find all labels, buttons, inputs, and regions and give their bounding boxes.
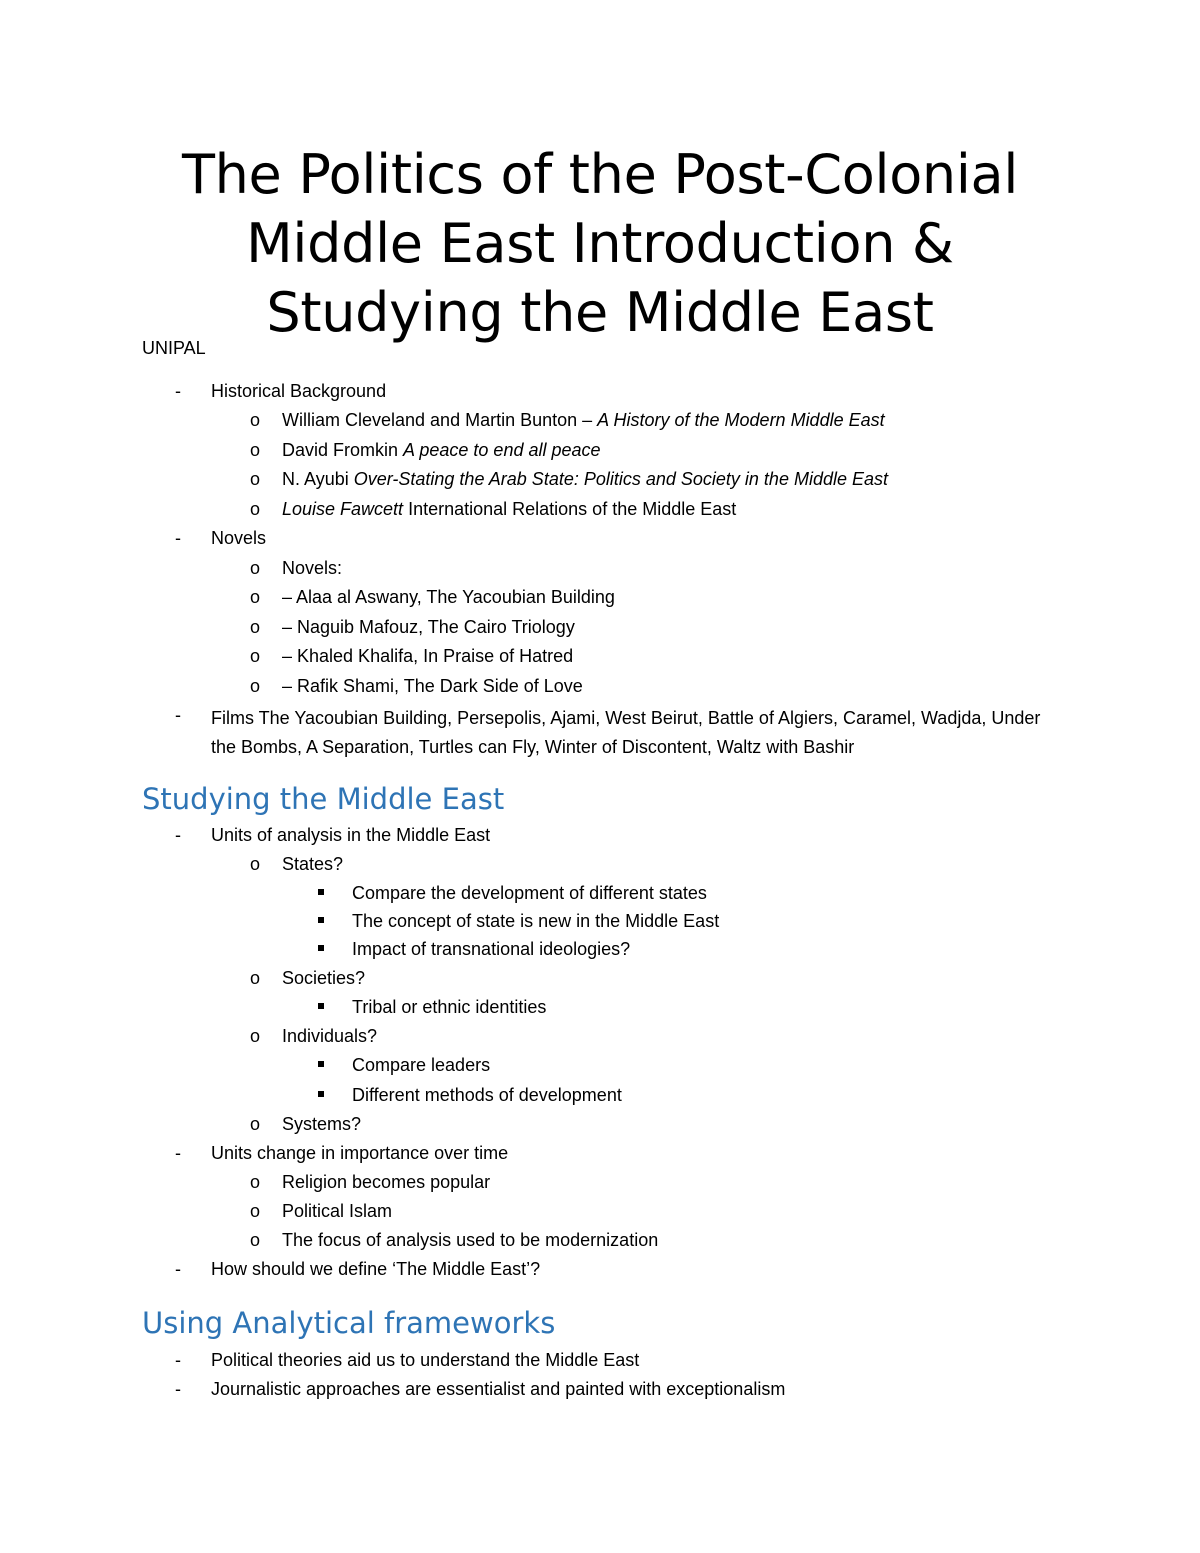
title-line: Studying the Middle East	[266, 281, 934, 344]
list-item: Political Islam	[282, 1201, 393, 1221]
square-bullet	[318, 1061, 324, 1067]
title-line: Middle East Introduction &	[246, 212, 954, 275]
list-item: Units of analysis in the Middle East	[211, 825, 491, 845]
subtitle-unipal: UNIPAL	[142, 338, 206, 358]
films-list-item: Films The Yacoubian Building, Persepolis, Ajami, West Beirut, Battle of Algiers, Caramel, Wadjda, Under the Bombs, A Separation, Turtles can Fly, Winter of Discontent, Waltz with Bashir	[211, 708, 1041, 757]
list-item: Historical Background	[211, 381, 387, 401]
square-bullet	[318, 1003, 324, 1009]
circle-bullet: o	[250, 676, 261, 696]
reading-title: Over-Stating the Arab State: Politics and Society in the Middle East	[353, 469, 888, 489]
dash-bullet: -	[175, 528, 181, 548]
reading-title: International Relations of the Middle East	[403, 499, 737, 519]
list-item: Compare the development of different states	[352, 883, 707, 903]
dash-bullet: -	[175, 1143, 181, 1163]
reading-title: A History of the Modern Middle East	[597, 410, 885, 430]
circle-bullet: o	[250, 1230, 261, 1250]
dash-bullet: -	[175, 1379, 181, 1399]
list-item	[282, 468, 888, 490]
list-item: Political theories aid us to understand the Middle East	[211, 1350, 640, 1370]
reading-author: William Cleveland and Martin Bunton –	[282, 410, 598, 430]
circle-bullet: o	[250, 469, 261, 489]
list-item	[282, 439, 601, 461]
list-item: Societies?	[282, 968, 366, 988]
dash-bullet: -	[175, 1350, 181, 1370]
reading-author: Louise Fawcett	[282, 499, 404, 519]
dash-bullet: -	[175, 381, 181, 401]
circle-bullet: o	[250, 440, 261, 460]
square-bullet	[318, 1091, 324, 1097]
list-item: Religion becomes popular	[282, 1172, 491, 1192]
reading-author: David Fromkin	[282, 440, 404, 460]
list-item: Compare leaders	[352, 1055, 491, 1075]
circle-bullet: o	[250, 854, 261, 874]
list-item: States?	[282, 854, 344, 874]
list-item: The focus of analysis used to be modernization	[282, 1230, 659, 1250]
section-heading-frameworks: Using Analytical frameworks	[142, 1306, 556, 1340]
circle-bullet: o	[250, 558, 261, 578]
title-line: The Politics of the Post-Colonial	[181, 143, 1019, 206]
list-item: Individuals?	[282, 1026, 378, 1046]
square-bullet	[318, 945, 324, 951]
reading-author: N. Ayubi	[282, 469, 354, 489]
list-item: The concept of state is new in the Middle East	[352, 911, 720, 931]
list-item	[282, 498, 736, 520]
list-item	[282, 409, 885, 431]
circle-bullet: o	[250, 499, 261, 519]
circle-bullet: o	[250, 646, 261, 666]
list-item: How should we define ‘The Middle East’?	[211, 1259, 541, 1279]
list-item: Systems?	[282, 1114, 362, 1134]
circle-bullet: o	[250, 1114, 261, 1134]
circle-bullet: o	[250, 617, 261, 637]
circle-bullet: o	[250, 968, 261, 988]
list-item: – Naguib Mafouz, The Cairo Triology	[282, 617, 575, 637]
circle-bullet: o	[250, 587, 261, 607]
circle-bullet: o	[250, 1201, 261, 1221]
circle-bullet: o	[250, 1172, 261, 1192]
square-bullet	[318, 917, 324, 923]
list-item: Novels:	[282, 558, 343, 578]
list-item: Novels	[211, 528, 267, 548]
circle-bullet: o	[250, 410, 261, 430]
dash-bullet: -	[175, 1259, 181, 1279]
reading-title: A peace to end all peace	[403, 440, 601, 460]
square-bullet	[318, 889, 324, 895]
section-heading-studying: Studying the Middle East	[142, 782, 505, 816]
list-item: Units change in importance over time	[211, 1143, 509, 1163]
list-item: Impact of transnational ideologies?	[352, 939, 631, 959]
list-item: Tribal or ethnic identities	[352, 997, 547, 1017]
list-item: – Alaa al Aswany, The Yacoubian Building	[282, 587, 615, 607]
circle-bullet: o	[250, 1026, 261, 1046]
dash-bullet: -	[175, 705, 181, 725]
list-item: – Rafik Shami, The Dark Side of Love	[282, 676, 583, 696]
list-item: Journalistic approaches are essentialist and painted with exceptionalism	[211, 1379, 786, 1399]
list-item: – Khaled Khalifa, In Praise of Hatred	[282, 646, 574, 666]
document-title	[0, 140, 1200, 347]
list-item: Different methods of development	[352, 1085, 622, 1105]
dash-bullet: -	[175, 825, 181, 845]
